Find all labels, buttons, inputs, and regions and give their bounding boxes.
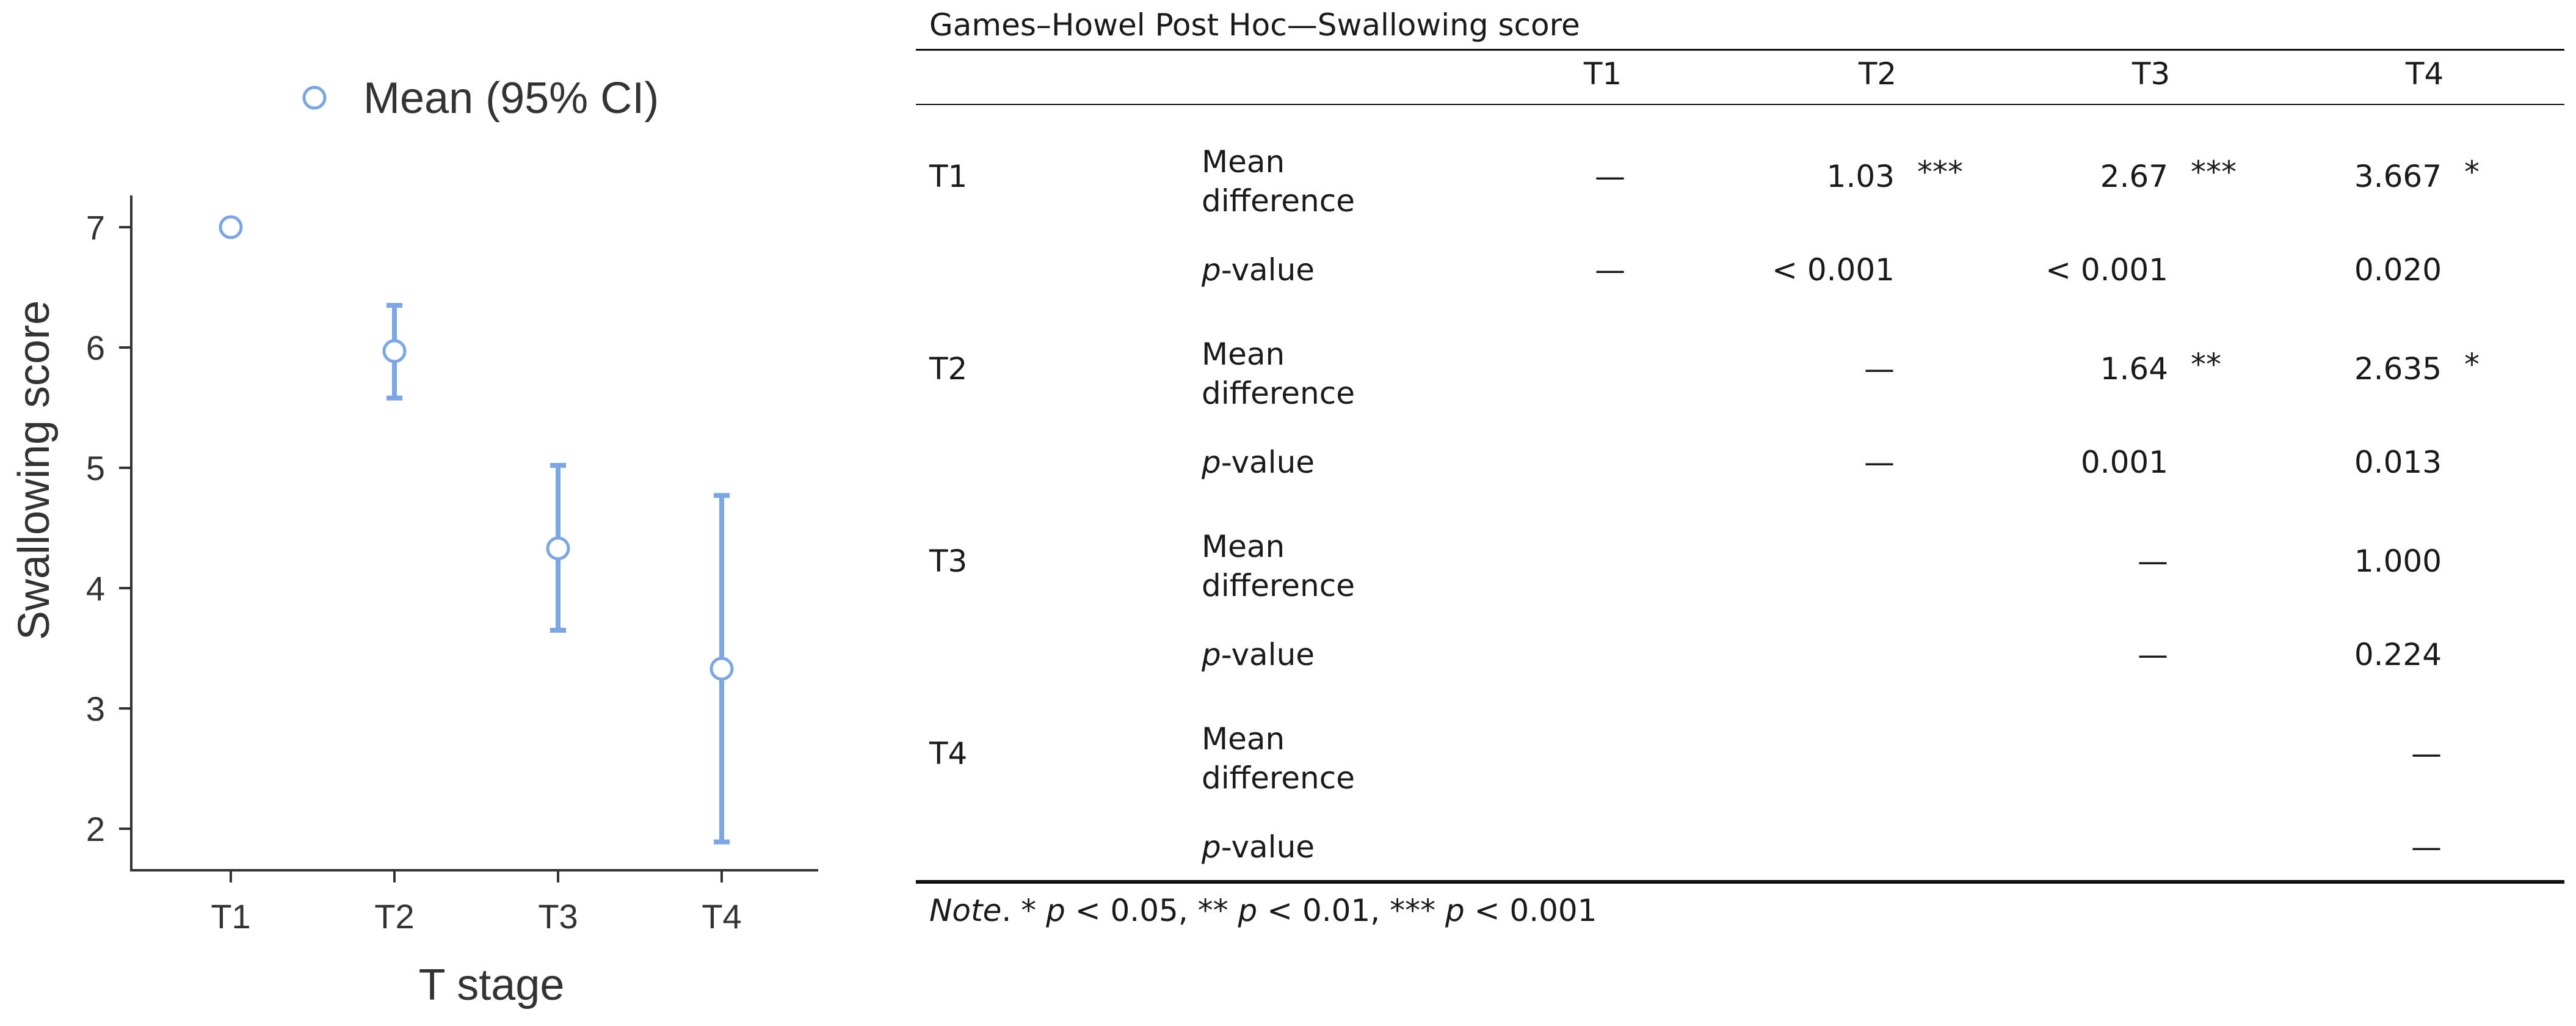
table-note bbox=[929, 893, 1597, 928]
stat-label-word: Mean bbox=[1202, 144, 1285, 180]
mean-diff-cell: — bbox=[1864, 351, 1895, 387]
y-tick-label: 2 bbox=[85, 810, 105, 848]
mean-diff-cell: — bbox=[2138, 544, 2168, 579]
y-tick-label: 5 bbox=[85, 449, 105, 487]
means-plot-svg bbox=[0, 0, 855, 1026]
mean-diff-cell: 1.000 bbox=[2354, 544, 2442, 579]
stat-label-p-value bbox=[1202, 445, 1315, 480]
p-value-cell: < 0.001 bbox=[2045, 252, 2168, 288]
means-plot bbox=[0, 0, 855, 1026]
x-tick-label: T3 bbox=[538, 897, 578, 936]
y-tick-label: 6 bbox=[85, 329, 105, 367]
note-text bbox=[1021, 893, 1597, 928]
significance-stars: * bbox=[2464, 347, 2480, 382]
mean-point bbox=[220, 217, 241, 238]
p-value-cell: 0.001 bbox=[2080, 445, 2168, 480]
column-header-t2: T2 bbox=[1858, 56, 1897, 92]
note-lead: Note bbox=[929, 893, 1002, 928]
x-axis-title: T stage bbox=[418, 961, 565, 1010]
mean-diff-cell: 1.64 bbox=[2100, 351, 2168, 387]
y-tick-label: 7 bbox=[85, 208, 105, 247]
stat-label-p-value bbox=[1202, 252, 1315, 288]
stat-label-mean-difference bbox=[1202, 719, 1355, 798]
x-tick-label: T4 bbox=[702, 897, 742, 936]
stat-label-word: difference bbox=[1202, 568, 1355, 603]
p-value-cell: 0.020 bbox=[2354, 252, 2442, 288]
note-lead-punct: . bbox=[1001, 893, 1021, 928]
stat-label-word: Mean bbox=[1202, 721, 1285, 757]
x-ticks bbox=[211, 870, 741, 936]
mean-point bbox=[548, 538, 568, 559]
stat-label-word: Mean bbox=[1202, 529, 1285, 564]
note-part: p bbox=[1046, 893, 1065, 928]
mean-diff-cell: 2.635 bbox=[2354, 351, 2442, 387]
note-part: p bbox=[1238, 893, 1258, 928]
p-value-cell: < 0.001 bbox=[1772, 252, 1895, 288]
row-label-t2: T2 bbox=[929, 351, 968, 387]
p-rest: -value bbox=[1221, 252, 1315, 288]
p-rest: -value bbox=[1221, 445, 1315, 480]
row-label-t3: T3 bbox=[929, 544, 968, 579]
note-part: * bbox=[1021, 893, 1047, 928]
column-header-t4: T4 bbox=[2405, 56, 2444, 92]
stat-label-word: difference bbox=[1202, 760, 1355, 796]
stat-label-mean-difference bbox=[1202, 142, 1355, 220]
stat-label-mean-difference bbox=[1202, 335, 1355, 413]
stat-label-word: difference bbox=[1202, 376, 1355, 411]
mean-point bbox=[711, 658, 732, 679]
stat-label-mean-difference bbox=[1202, 527, 1355, 605]
mean-diff-cell: 1.03 bbox=[1826, 159, 1895, 194]
p-italic: p bbox=[1202, 445, 1221, 480]
p-italic: p bbox=[1202, 829, 1221, 865]
significance-stars: ** bbox=[2191, 347, 2221, 382]
legend bbox=[304, 74, 659, 123]
table-bottom-rule bbox=[916, 880, 2564, 884]
p-italic: p bbox=[1202, 637, 1221, 672]
table-header-rule bbox=[916, 104, 2564, 105]
significance-stars: * bbox=[2464, 155, 2480, 190]
y-tick-label: 3 bbox=[85, 689, 105, 728]
p-value-cell: — bbox=[2138, 637, 2168, 672]
table-title: Games–Howel Post Hoc—Swallowing score bbox=[929, 7, 1580, 43]
legend-marker bbox=[304, 87, 325, 108]
mean-diff-cell: 3.667 bbox=[2354, 159, 2442, 194]
y-axis-title: Swallowing score bbox=[10, 300, 59, 641]
stat-label-word: difference bbox=[1202, 183, 1355, 219]
legend-label: Mean (95% CI) bbox=[363, 74, 659, 123]
note-part: < 0.001 bbox=[1464, 893, 1597, 928]
y-tick-label: 4 bbox=[85, 569, 105, 608]
data-marks bbox=[220, 217, 732, 842]
x-tick-label: T1 bbox=[211, 897, 251, 936]
note-part: < 0.01, *** bbox=[1257, 893, 1445, 928]
mean-point bbox=[384, 341, 405, 362]
y-ticks bbox=[86, 208, 131, 848]
significance-stars: *** bbox=[2191, 155, 2237, 190]
stat-label-p-value bbox=[1202, 829, 1315, 865]
stat-label-p-value bbox=[1202, 637, 1315, 672]
post-hoc-table bbox=[916, 0, 2564, 1026]
note-part: < 0.05, ** bbox=[1065, 893, 1238, 928]
p-italic: p bbox=[1202, 252, 1221, 288]
row-label-t1: T1 bbox=[929, 159, 968, 194]
stat-label-word: Mean bbox=[1202, 337, 1285, 372]
column-header-t1: T1 bbox=[1583, 56, 1622, 92]
mean-diff-cell: — bbox=[2411, 736, 2442, 771]
table-top-rule bbox=[916, 49, 2564, 51]
mean-diff-cell: 2.67 bbox=[2100, 159, 2168, 194]
p-value-cell: 0.013 bbox=[2354, 445, 2442, 480]
p-value-cell: 0.224 bbox=[2354, 637, 2442, 672]
p-rest: -value bbox=[1221, 637, 1315, 672]
p-value-cell: — bbox=[1864, 445, 1895, 480]
mean-diff-cell: — bbox=[1595, 159, 1625, 194]
row-label-t4: T4 bbox=[929, 736, 968, 771]
p-value-cell: — bbox=[2411, 829, 2442, 865]
note-part: p bbox=[1445, 893, 1465, 928]
significance-stars: *** bbox=[1917, 155, 1963, 190]
p-rest: -value bbox=[1221, 829, 1315, 865]
p-value-cell: — bbox=[1595, 252, 1625, 288]
x-tick-label: T2 bbox=[374, 897, 415, 936]
column-header-t3: T3 bbox=[2132, 56, 2171, 92]
